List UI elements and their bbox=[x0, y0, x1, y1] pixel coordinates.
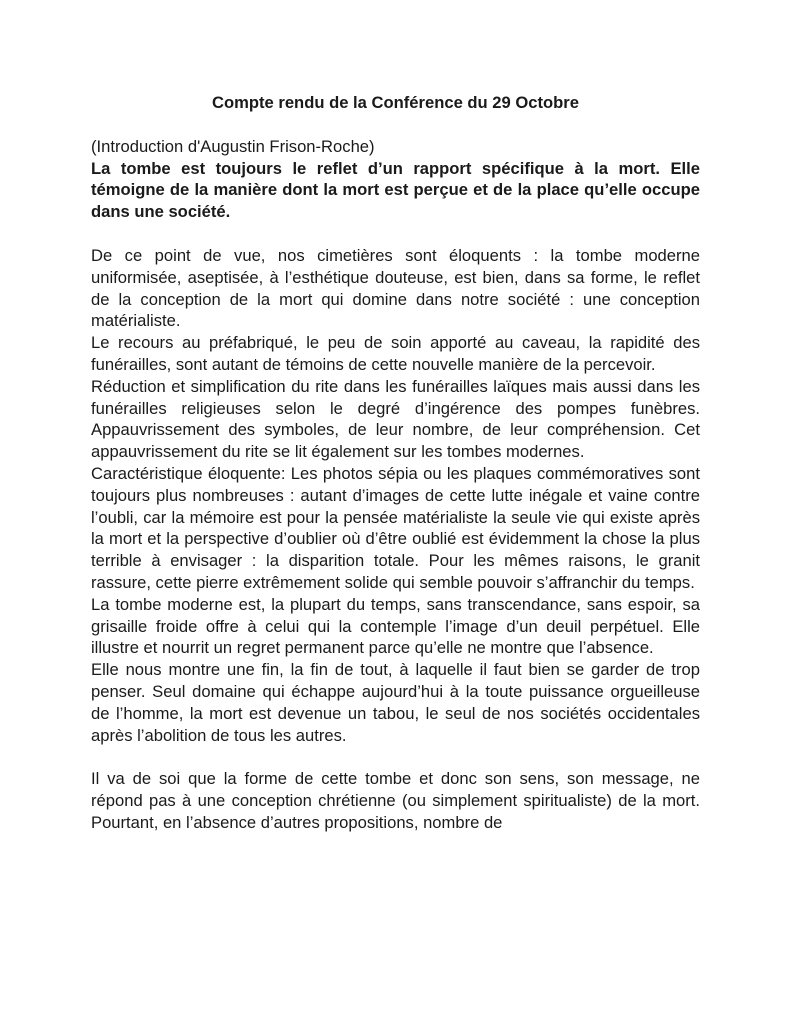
introduction-credit: (Introduction d'Augustin Frison-Roche) bbox=[91, 136, 375, 156]
paragraph-5: La tombe moderne est, la plupart du temps, sans transcendance, sans espoir, sa grisaille froide offre à celui qui la contemple l’image d’un deuil perpétuel. Elle illustre et nourrit un regret permanent parce qu’elle ne montre que l’absence. bbox=[91, 594, 700, 658]
paragraph-spacer bbox=[91, 746, 700, 768]
lead-paragraph: La tombe est toujours le reflet d’un rapport spécifique à la mort. Elle témoigne de la manière dont la mort est perçue et de la place qu’elle occupe dans une société. bbox=[91, 158, 700, 222]
closing-paragraph: Il va de soi que la forme de cette tombe et donc son sens, son message, ne répond pas à une conception chrétienne (ou simplement spiritualiste) de la mort. Pourtant, en l’absence d’autres propositions, nombre de bbox=[91, 769, 700, 832]
paragraph-4: Caractéristique éloquente: Les photos sépia ou les plaques commémoratives sont toujours plus nombreuses : autant d’images de cette lutte inégale et vaine contre l’oubli, car la mémoire est pour la pensée matérialiste la seule vie qui existe après la mort et la perspective d’oublier où d’être oublié est évidemment la chose la plus terrible à envisager : la disparition totale. Pour les mêmes raisons, le granit rassure, cette pierre extrêmement solide qui semble pouvoir s’affranchir du temps. bbox=[91, 463, 700, 592]
paragraph-1: De ce point de vue, nos cimetières sont éloquents : la tombe moderne uniformisée, aseptisée, à l’esthétique douteuse, est bien, dans sa forme, le reflet de la conception de la mort qui domine dans notre société : une conception matérialiste. bbox=[91, 245, 700, 331]
paragraph-6: Elle nous montre une fin, la fin de tout, à laquelle il faut bien se garder de trop penser. Seul domaine qui échappe aujourd’hui à la toute puissance orgueilleuse de l’homme, la mort est devenue un tabou, le seul de nos sociétés occidentales après l’abolition de tous les autres. bbox=[91, 660, 700, 745]
paragraph-3: Réduction et simplification du rite dans les funérailles laïques mais aussi dans les funérailles religieuses selon le degré d’ingérence des pompes funèbres. Appauvrissement des symboles, de leur nombre, de leur compréhension. Cet appauvrissement du rite se lit également sur les tombes modernes. bbox=[91, 376, 700, 462]
paragraph-2: Le recours au préfabriqué, le peu de soin apporté au caveau, la rapidité des funérailles, sont autant de témoins de cette nouvelle manière de la percevoir. bbox=[91, 333, 700, 374]
document-title: Compte rendu de la Conférence du 29 Octobre bbox=[212, 93, 579, 112]
document-body bbox=[91, 92, 700, 834]
